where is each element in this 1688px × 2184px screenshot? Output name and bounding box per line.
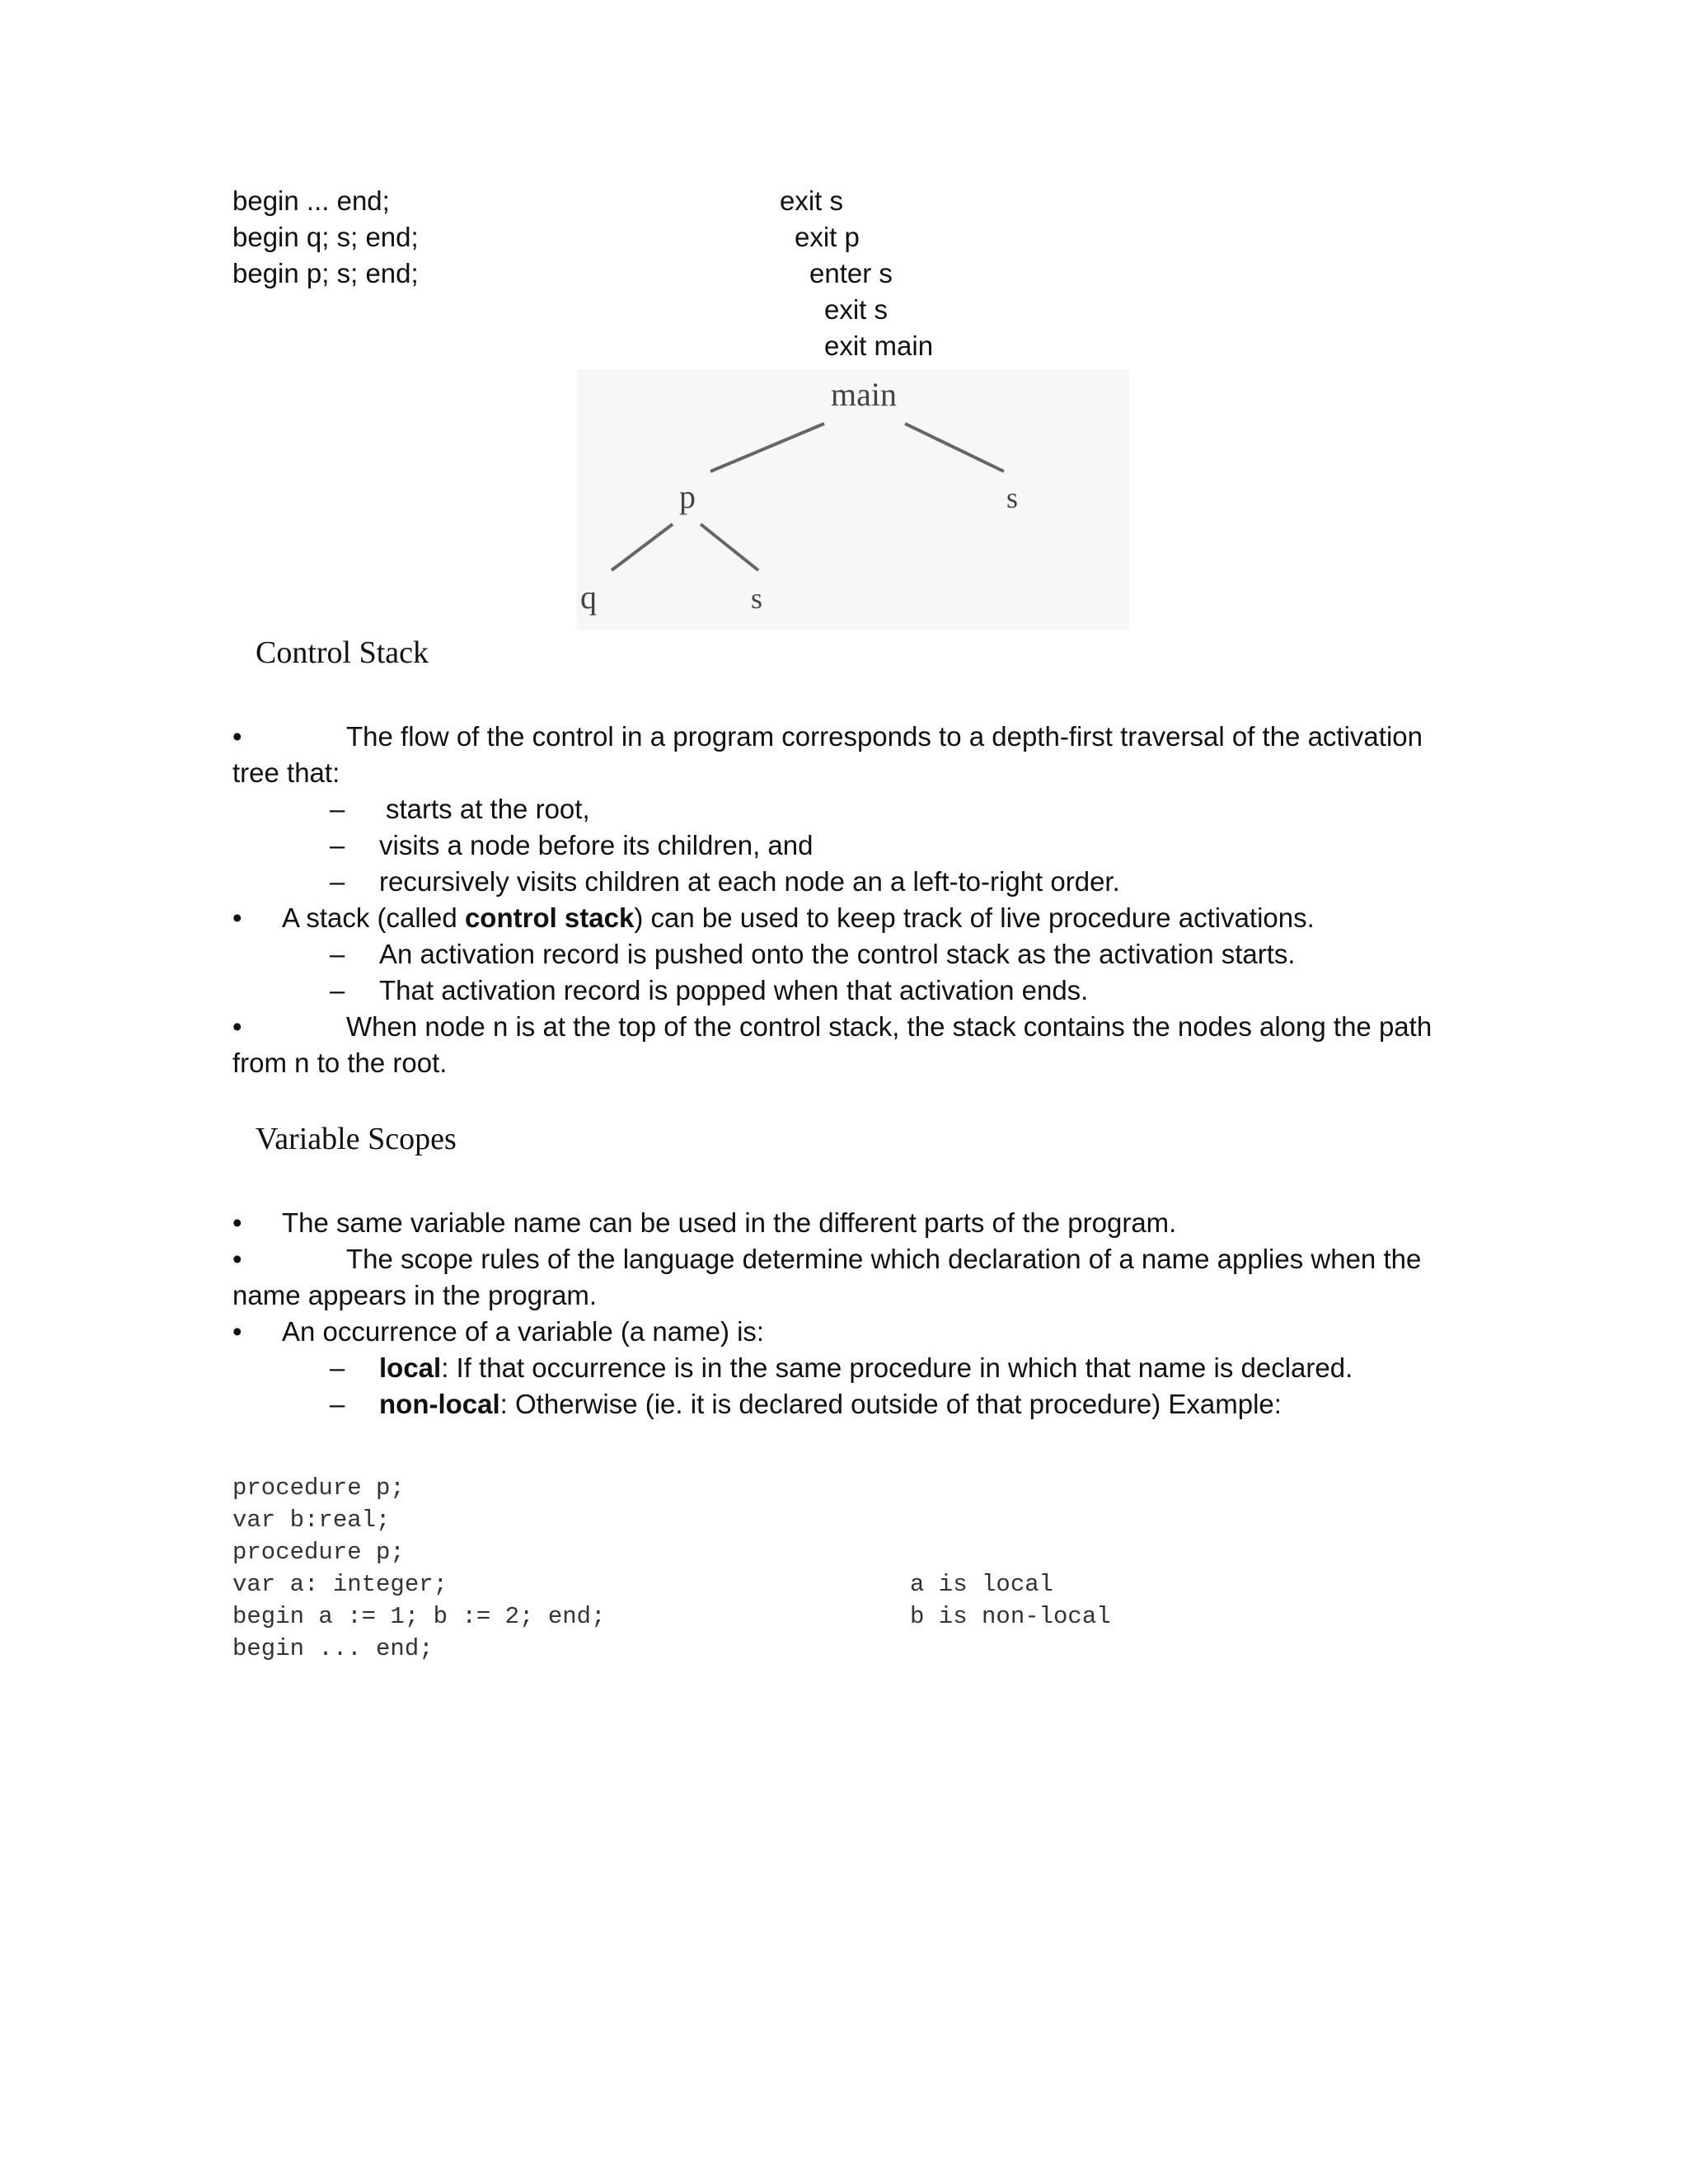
code-line: procedure p;: [232, 1474, 405, 1502]
bullet: •: [232, 902, 242, 933]
section-heading-variable-scopes: Variable Scopes: [256, 1122, 457, 1156]
control-stack-term: control stack: [464, 902, 635, 933]
code-line: begin ... end;: [232, 185, 390, 216]
sub-item: starts at the root,: [386, 794, 590, 824]
edge-main-p: [710, 424, 824, 471]
node-p: p: [679, 478, 696, 515]
sub-item: That activation record is popped when that activation ends.: [379, 975, 1089, 1005]
sub-item: [379, 1350, 1353, 1386]
code-line: var a: integer;: [232, 1571, 448, 1598]
dash: –: [330, 830, 345, 860]
text-line: name appears in the program.: [232, 1280, 598, 1310]
bullet: •: [232, 1316, 242, 1347]
text-fragment: : Otherwise (ie. it is declared outside of that procedure) Example:: [499, 1389, 1282, 1419]
code-line: begin p; s; end;: [232, 258, 419, 288]
node-q: q: [580, 579, 597, 616]
dash: –: [330, 866, 345, 897]
edge-main-s: [905, 424, 1004, 471]
code-line: begin a := 1; b := 2; end;: [232, 1603, 606, 1630]
sub-item: [379, 1386, 1282, 1422]
code-line: procedure p;: [232, 1539, 405, 1566]
sub-item: recursively visits children at each node an a left-to-right order.: [379, 866, 1120, 897]
code-line: begin q; s; end;: [232, 222, 419, 252]
note-line: b is non-local: [910, 1603, 1111, 1630]
node-s-child: s: [750, 582, 763, 615]
non-local-term: non-local: [379, 1389, 500, 1419]
sub-item: An activation record is pushed onto the control stack as the activation starts.: [379, 939, 1296, 969]
control-stack-list: [232, 719, 1452, 1081]
activation-tree-diagram: [577, 369, 1129, 630]
text-line: When node n is at the top of the control stack, the stack contains the nodes along the path: [346, 1011, 1432, 1042]
node-s-right: s: [1006, 481, 1019, 514]
text-fragment: ) can be used to keep track of live procedure activations.: [634, 902, 1315, 933]
dash: –: [330, 1389, 345, 1419]
code-example: [232, 1472, 605, 1665]
bullet: •: [232, 1207, 242, 1238]
text-line: from n to the root.: [232, 1047, 448, 1078]
text-line: [282, 900, 1315, 936]
trace-line: exit s: [780, 185, 844, 216]
activation-trace: [0, 183, 1688, 364]
node-main: main: [831, 376, 897, 413]
bullet: •: [232, 1011, 242, 1042]
bullet: •: [232, 721, 242, 752]
dash: –: [330, 794, 345, 824]
trace-line: exit s: [824, 294, 889, 325]
code-line: var b:real;: [232, 1507, 391, 1534]
local-term: local: [379, 1352, 442, 1383]
text-line: The same variable name can be used in the different parts of the program.: [282, 1207, 1177, 1238]
trace-line: exit p: [795, 222, 860, 252]
trace-line: enter s: [809, 258, 893, 288]
variable-scopes-list: [232, 1205, 1452, 1422]
text-fragment: A stack (called: [282, 902, 465, 933]
edge-p-q: [612, 524, 673, 570]
bullet: •: [232, 1244, 242, 1274]
text-fragment: : If that occurrence is in the same procedure in which that name is declared.: [441, 1352, 1353, 1383]
text-line: The flow of the control in a program corresponds to a depth-first traversal of the activation: [346, 721, 1423, 752]
text-line: tree that:: [232, 757, 340, 788]
code-notes: [910, 1568, 1111, 1633]
sub-item: visits a node before its children, and: [379, 830, 814, 860]
trace-line: exit main: [824, 330, 934, 361]
edge-p-s: [701, 524, 758, 570]
text-line: An occurrence of a variable (a name) is:: [282, 1316, 765, 1347]
section-heading-control-stack: Control Stack: [256, 635, 429, 670]
text-line: The scope rules of the language determine which declaration of a name applies when the: [346, 1244, 1422, 1274]
code-line: begin ... end;: [232, 1635, 434, 1662]
dash: –: [330, 1352, 345, 1383]
dash: –: [330, 975, 345, 1005]
note-line: a is local: [910, 1571, 1054, 1598]
dash: –: [330, 939, 345, 969]
